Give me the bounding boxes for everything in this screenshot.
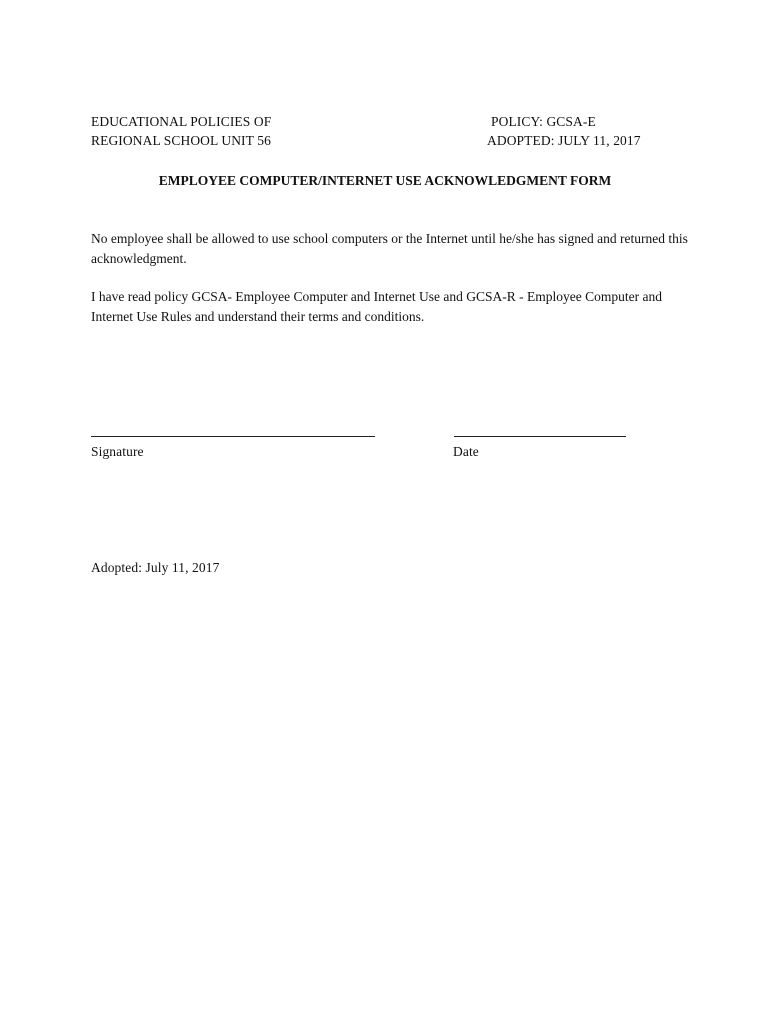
paragraph-requirement: No employee shall be allowed to use school computers or the Internet until he/she has signed and returned this acknowledgment. [91,231,688,266]
footer-adopted: Adopted: July 11, 2017 [91,560,220,575]
form-title: EMPLOYEE COMPUTER/INTERNET USE ACKNOWLEDGMENT FORM [158,173,612,188]
header-org-line-1: EDUCATIONAL POLICIES OF [91,114,272,129]
header-policy-code: POLICY: GCSA-E [491,114,596,129]
header-left [91,112,271,150]
signature-line [91,436,375,437]
date-label: Date [453,444,479,459]
paragraph-acknowledgment: I have read policy GCSA- Employee Computer and Internet Use and GCSA-R - Employee Computer and Internet Use Rules and understand their terms and conditions. [91,289,662,324]
header-adopted-date: ADOPTED: JULY 11, 2017 [487,133,641,148]
header-org-line-2: REGIONAL SCHOOL UNIT 56 [91,133,271,148]
signature-label: Signature [91,444,144,459]
date-line [454,436,626,437]
header-right [487,112,641,150]
